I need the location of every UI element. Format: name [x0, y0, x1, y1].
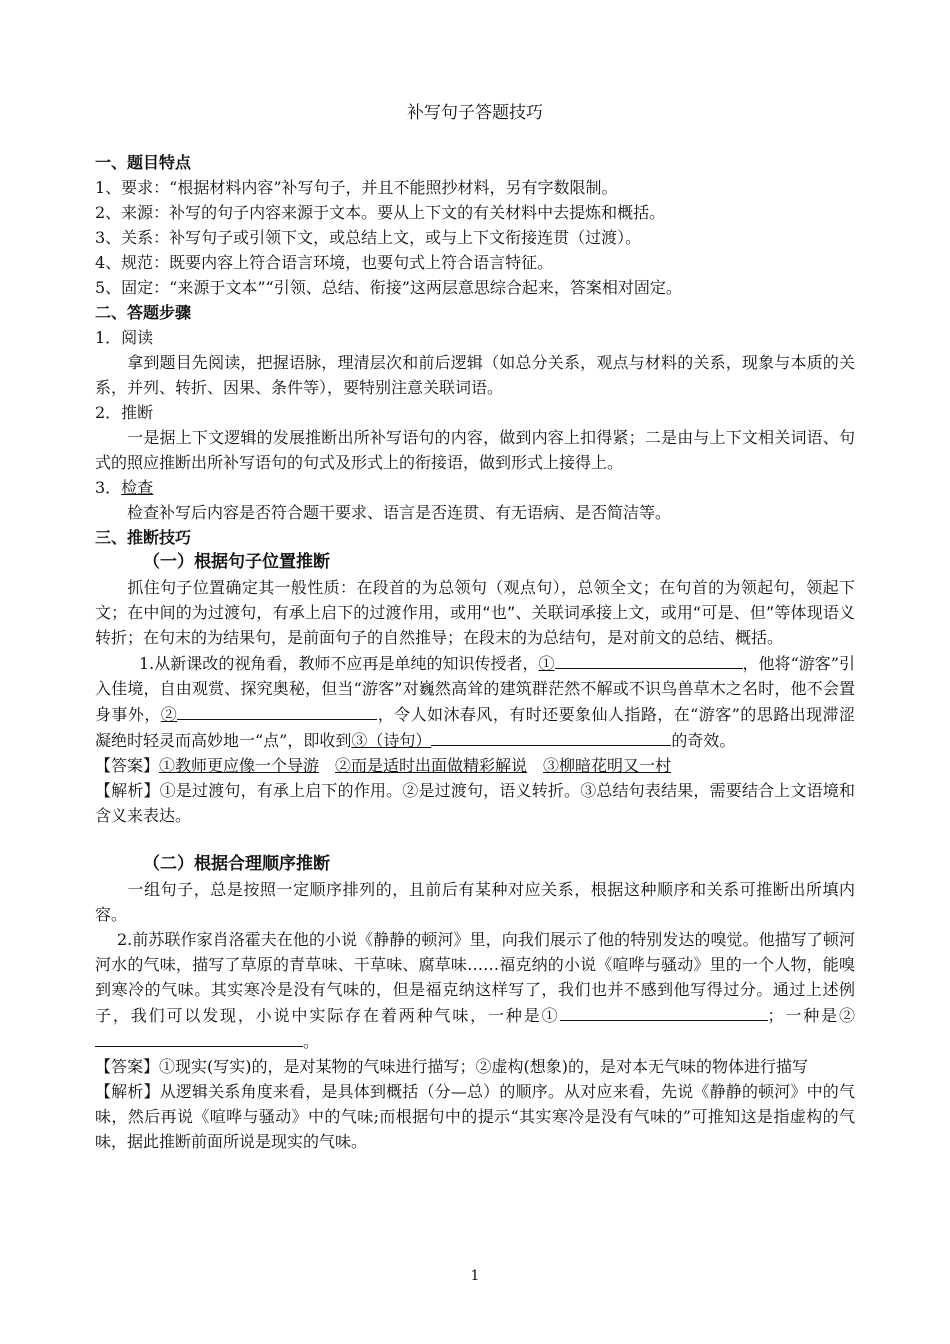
section-heading-2: 二、答题步骤	[95, 303, 192, 322]
feature-item: 3、关系：补写句子或引领下文，或总结上文，或与上下文衔接连贯（过渡）。	[95, 228, 642, 247]
step-title: 1．阅读	[95, 328, 154, 347]
example-1: 1.从新课改的视角看，教师不应再是单纯的知识传授者，① ，他将“游客”引入佳境，自由观赏、探究奥秘，但当“游客”对巍然高耸的建筑群茫然不解或不识鸟兽草木之名时，他不会置身事外，② ，令人如沐春风，有时还要象仙人指路，在“游客”的思路出现滞涩凝绝时轻灵而高妙地一“点”，即收到③（诗句） 的奇效。	[95, 650, 855, 753]
doc-title: 补写句子答题技巧	[407, 103, 543, 123]
paragraph: 抓住句子位置确定其一般性质：在段首的为总领句（观点句），总领全文；在句首的为领起句，领起下文；在中间的为过渡句，有承上启下的过渡作用，或用“也”、关联词承接上文，或用“可是、但”等体现语义转折；在句末的为结果句，是前面句子的自然推导；在段末的为总结句，是对前文的总结、概括。	[95, 578, 855, 647]
paragraph: 一组句子，总是按照一定顺序排列的，且前后有某种对应关系，根据这种顺序和关系可推断出所填内容。	[95, 880, 855, 924]
section-heading-1: 一、题目特点	[95, 153, 192, 172]
example-2: 2.前苏联作家肖洛霍夫在他的小说《静静的顿河》里，向我们展示了他的特别发达的嗅觉。他描写了顿河河水的气味，描写了草原的青草味、干草味、腐草味……福克纳的小说《喧哗与骚动》里的一个人物，能嗅到寒冷的气味。其实寒冷是没有气味的，但是福克纳这样写了，我们也并不感到他写得过分。通过上述例子，我们可以发现，小说中实际存在着两种气味，一种是① ；一种是②。	[95, 930, 855, 1051]
feature-item: 5、固定：“来源于文本”“引领、总结、衔接”这两层意思综合起来，答案相对固定。	[95, 278, 682, 297]
section-heading-3: 三、推断技巧	[95, 528, 192, 547]
step-text: 拿到题目先阅读，把握语脉，理清层次和前后逻辑（如总分关系，观点与材料的关系，现象与本质的关系，并列、转折、因果、条件等），要特别注意关联词语。	[95, 353, 855, 397]
subsection-heading: （二）根据合理顺序推断	[143, 854, 330, 874]
explanation-1: 【解析】①是过渡句，有承上启下的作用。②是过渡句，语义转折。③总结句表结果，需要结合上文语境和含义来表达。	[95, 781, 855, 825]
page-number: 1	[470, 1268, 480, 1284]
feature-item: 2、来源：补写的句子内容来源于文本。要从上下文的有关材料中去提炼和概括。	[95, 203, 666, 222]
step-text: 一是据上下文逻辑的发展推断出所补写语句的内容，做到内容上扣得紧；二是由与上下文相关词语、句式的照应推断出所补写语句的句式及形式上的衔接语，做到形式上接得上。	[95, 428, 855, 472]
answer-1: 【答案】①教师更应像一个导游 ②而是适时出面做精彩解说 ③柳暗花明又一村	[95, 756, 672, 775]
step-title: 2．推断	[95, 403, 154, 422]
explanation-2: 【解析】从逻辑关系角度来看，是具体到概括（分—总）的顺序。从对应来看，先说《静静的顿河》中的气味，然后再说《喧哗与骚动》中的气味;而根据句中的提示“其实寒冷是没有气味的”可推知这是指虚构的气味，据此推断前面所说是现实的气味。	[95, 1082, 855, 1151]
doc-body	[95, 150, 855, 1154]
answer-2: 【答案】①现实(写实)的，是对某物的气味进行描写；②虚构(想象)的，是对本无气味的物体进行描写	[95, 1057, 808, 1076]
feature-item: 1、要求：“根据材料内容”补写句子，并且不能照抄材料，另有字数限制。	[95, 178, 618, 197]
feature-item: 4、规范：既要内容上符合语言环境，也要句式上符合语言特征。	[95, 253, 554, 272]
subsection-heading: （一）根据句子位置推断	[143, 552, 330, 572]
step-title: 3．检查	[95, 478, 154, 497]
step-text: 检查补写后内容是否符合题干要求、语言是否连贯、有无语病、是否简洁等。	[127, 503, 672, 522]
